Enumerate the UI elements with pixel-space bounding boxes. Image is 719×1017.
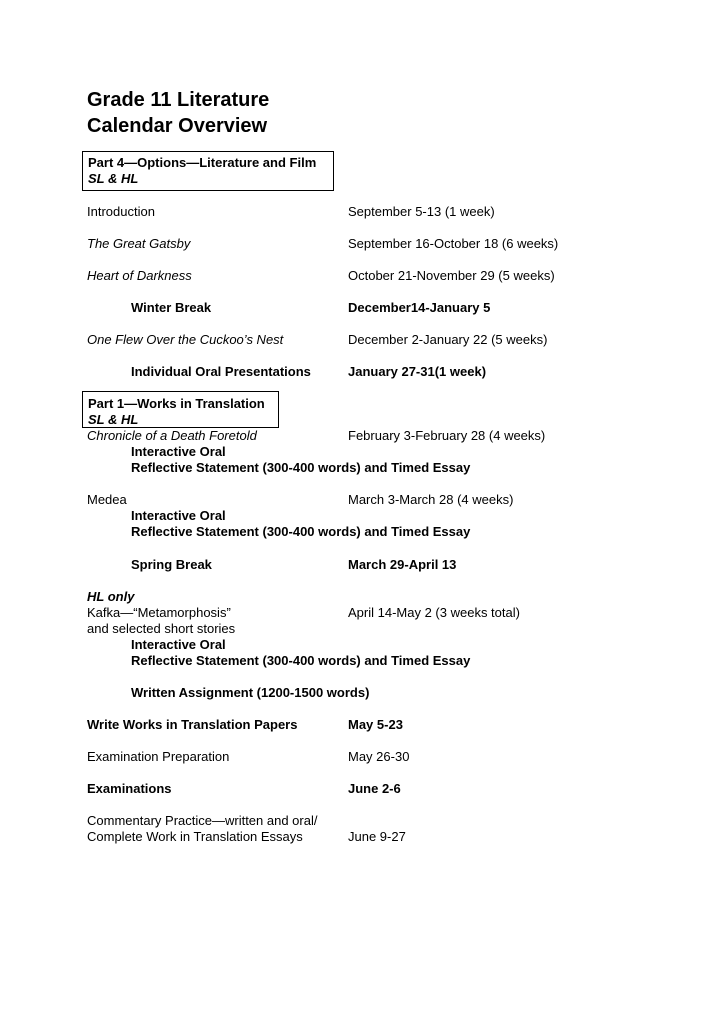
- kafka-label: Kafka—“Metamorphosis”: [87, 605, 231, 620]
- part4-level: SL & HL: [88, 171, 139, 186]
- cuckoo-dates: December 2-January 22 (5 weeks): [348, 332, 548, 347]
- chronicle-dates: February 3-February 28 (4 weeks): [348, 428, 546, 443]
- gatsby-label: The Great Gatsby: [87, 236, 191, 251]
- part1-heading: Part 1—Works in Translation: [88, 396, 265, 411]
- introduction-dates: September 5-13 (1 week): [348, 204, 495, 219]
- gatsby-dates: September 16-October 18 (6 weeks): [348, 236, 559, 251]
- medea-reflective: Reflective Statement (300-400 words) and Timed Essay: [131, 524, 471, 539]
- winter-break-label: Winter Break: [131, 300, 212, 315]
- chronicle-label: Chronicle of a Death Foretold: [87, 428, 257, 443]
- orals-label: Individual Oral Presentations: [131, 364, 311, 379]
- medea-dates: March 3-March 28 (4 weeks): [348, 492, 514, 507]
- introduction-label: Introduction: [87, 204, 155, 219]
- part1-heading-box: [82, 391, 279, 428]
- part1-level: SL & HL: [88, 412, 139, 427]
- exam-prep-dates: May 26-30: [348, 749, 410, 764]
- write-papers-label: Write Works in Translation Papers: [87, 717, 298, 732]
- part4-heading-box: [82, 151, 334, 191]
- hl-only-label: HL only: [87, 589, 135, 604]
- title-line-2: Calendar Overview: [87, 115, 268, 137]
- spring-break-label: Spring Break: [131, 557, 212, 572]
- title-line-1: Grade 11 Literature: [87, 89, 270, 111]
- winter-break-dates: December14-January 5: [348, 300, 491, 315]
- chronicle-reflective: Reflective Statement (300-400 words) and Timed Essay: [131, 460, 471, 475]
- write-papers-dates: May 5-23: [348, 717, 403, 732]
- examinations-label: Examinations: [87, 781, 172, 796]
- darkness-label: Heart of Darkness: [87, 268, 192, 283]
- exam-prep-label: Examination Preparation: [87, 749, 230, 764]
- examinations-dates: June 2-6: [348, 781, 401, 796]
- commentary-label: Commentary Practice—written and oral/: [87, 813, 318, 828]
- commentary-label-2: Complete Work in Translation Essays: [87, 829, 303, 844]
- page-title: [87, 87, 269, 139]
- cuckoo-label: One Flew Over the Cuckoo’s Nest: [87, 332, 284, 347]
- medea-label: Medea: [87, 492, 127, 507]
- written-assignment: Written Assignment (1200-1500 words): [131, 685, 370, 700]
- spring-break-dates: March 29-April 13: [348, 557, 457, 572]
- darkness-dates: October 21-November 29 (5 weeks): [348, 268, 555, 283]
- orals-dates: January 27-31(1 week): [348, 364, 487, 379]
- kafka-reflective: Reflective Statement (300-400 words) and Timed Essay: [131, 653, 471, 668]
- medea-interactive-oral: Interactive Oral: [131, 508, 226, 523]
- chronicle-interactive-oral: Interactive Oral: [131, 444, 226, 459]
- commentary-dates: June 9-27: [348, 829, 406, 844]
- kafka-dates: April 14-May 2 (3 weeks total): [348, 605, 520, 620]
- kafka-label-2: and selected short stories: [87, 621, 236, 636]
- part4-heading: Part 4—Options—Literature and Film: [88, 155, 317, 170]
- kafka-interactive-oral: Interactive Oral: [131, 637, 226, 652]
